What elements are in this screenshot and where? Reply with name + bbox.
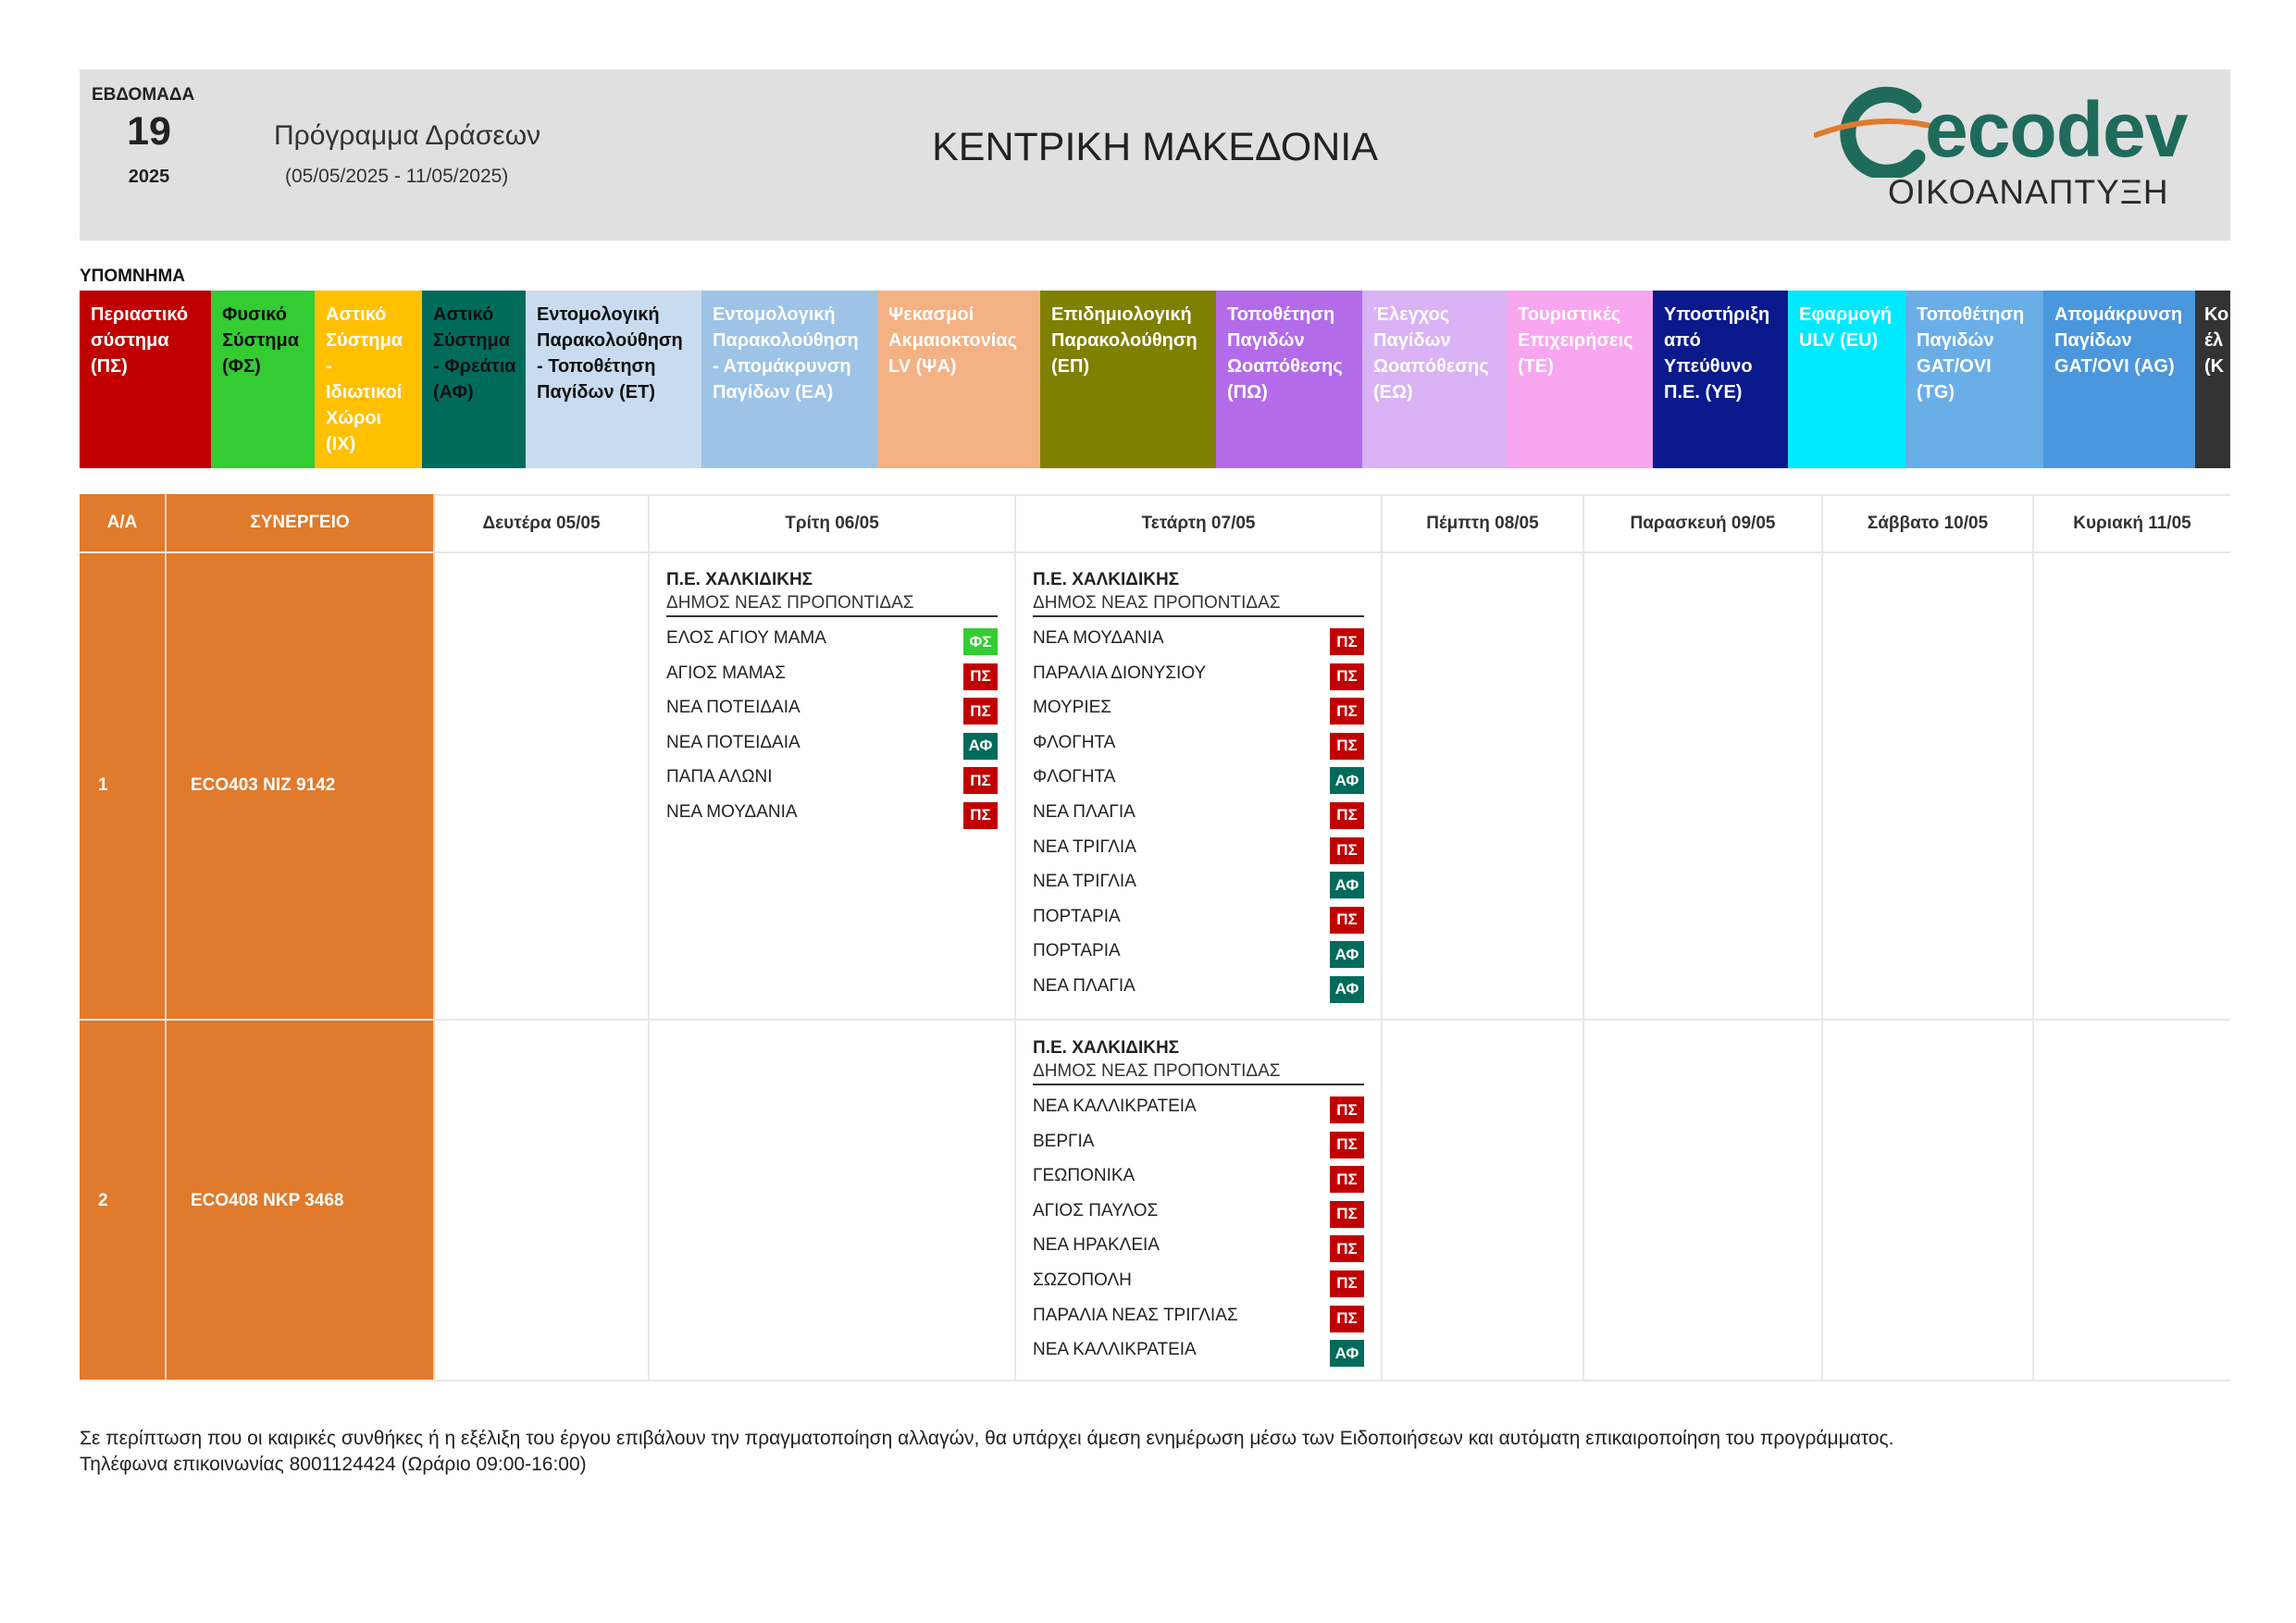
activity-badge: ΠΣ [1330,1166,1364,1193]
legend-label: Τουριστικές Επιχειρήσεις (ΤΕ) [1518,304,1633,377]
list-item [666,652,998,688]
site-name: ΒΕΡΓΙΑ [1033,1131,1095,1151]
legend-item-cut [2195,291,2230,468]
cell-tuesday [650,1021,1016,1381]
legend-item-po [1216,291,1362,468]
activity-badge: ΑΦ [1330,767,1364,794]
footer-phone: Τηλέφωνα επικοινωνίας 8001124424 (Ωράριο 09:00-16:00) [80,1454,587,1475]
col-header-tuesday: Τρίτη 06/05 [650,494,1016,551]
col-header-thursday: Πέμπτη 08/05 [1383,494,1584,551]
program-title: Πρόγραμμα Δράσεων [274,120,541,151]
cell-friday [1584,553,1823,1020]
logo-wordmark: ecodev [1925,86,2188,173]
list-item [1033,826,1364,861]
legend-item-ea [701,291,877,468]
list-item [1033,1259,1364,1295]
legend-item-af [422,291,526,468]
list-item [1033,687,1364,722]
site-name: ΝΕΑ ΠΛΑΓΙΑ [1033,801,1136,822]
row-number: 1 [98,775,108,795]
activity-badge: ΦΣ [963,628,998,655]
list-item [666,687,998,722]
legend-label: Τοποθέτηση Παγιδών Ωοαπόθεσης (ΠΩ) [1227,304,1343,403]
legend-item-et [526,291,701,468]
legend-label: Έλεγχος Παγίδων Ωοαπόθεσης (ΕΩ) [1373,304,1489,403]
list-item [1033,1295,1364,1330]
col-header-wednesday: Τετάρτη 07/05 [1016,494,1383,551]
list-item [1033,896,1364,931]
legend-label: Περιαστικό σύστημα (ΠΣ) [91,304,189,377]
legend-label: Αστικό Σύστημα - Φρεάτια (ΑΦ) [433,304,516,403]
activity-badge: ΠΣ [963,802,998,829]
row-divider [80,1380,2230,1381]
activity-badge: ΑΦ [1330,941,1364,968]
legend-label: Τοποθέτηση Παγιδών GAT/OVI (TG) [1917,304,2025,403]
activity-badge: ΠΣ [1330,1096,1364,1123]
site-name: ΓΕΩΠΟΝΙΚΑ [1033,1166,1136,1186]
legend-label: Κο έλ (Κ [2204,304,2229,377]
activity-badge: ΑΦ [1330,872,1364,898]
site-name: ΝΕΑ ΜΟΥΔΑΝΙΑ [1033,628,1164,648]
site-name: ΦΛΟΓΗΤΑ [1033,767,1116,787]
legend-item-psa [877,291,1040,468]
site-name: ΠΑΡΑΛΙΑ ΔΙΟΝΥΣΙΟΥ [1033,663,1207,683]
footer-note: Σε περίπτωση που οι καιρικές συνθήκες ή η εξέλιξη του έργου επιβάλουν την πραγματοποίηση αλλαγών, θα υπάρχει άμεση ενημέρωση μέσω των Ειδοποιήσεων και αυτόματη επικαιροποίηση του προγράμματος. [80,1428,1894,1449]
cell-aa [80,1021,167,1381]
pe-title: Π.Ε. ΧΑΛΚΙΔΙΚΗΣ [1033,1038,1180,1058]
list-item [1033,617,1364,652]
legend-item-ye [1653,291,1788,468]
site-name: ΦΛΟΓΗΤΑ [1033,732,1116,752]
list-item [1033,965,1364,1000]
site-name: ΣΩΖΟΠΟΛΗ [1033,1270,1132,1290]
site-name: ΑΓΙΟΣ ΜΑΜΑΣ [666,663,786,683]
activity-badge: ΑΦ [1330,1340,1364,1367]
ecodev-logo-icon [1814,85,1934,178]
cell-thursday [1383,553,1584,1020]
dept-block [1033,1038,1364,1364]
cell-aa [80,553,167,1020]
cell-sunday [2034,553,2230,1020]
legend-title: ΥΠΟΜΝΗΜΑ [80,266,185,286]
dept-block [1033,570,1364,1000]
row-number: 2 [98,1191,108,1210]
legend-item-eo [1362,291,1507,468]
activity-badge: ΠΣ [1330,837,1364,864]
legend-item-ep [1040,291,1216,468]
list-item [1033,1155,1364,1190]
list-item [1033,861,1364,896]
crew-id: ECO408 NKP 3468 [191,1191,344,1210]
legend [80,291,2230,468]
list-item [1033,1121,1364,1156]
site-name: ΝΕΑ ΠΟΤΕΙΔΑΙΑ [666,732,800,752]
list-item [1033,756,1364,791]
legend-label: Επιδημιολογική Παρακολούθηση (ΕΠ) [1051,304,1198,377]
activity-badge: ΠΣ [1330,628,1364,655]
site-name: ΝΕΑ ΜΟΥΔΑΝΙΑ [666,801,798,822]
cell-wednesday [1016,553,1383,1020]
site-name: ΠΑΠΑ ΑΛΩΝΙ [666,767,773,787]
cell-sunday [2034,1021,2230,1381]
table-row [80,553,2230,1020]
legend-item-ps [80,291,211,468]
list-item [1033,722,1364,757]
legend-label: Αστικό Σύστημα - Ιδιωτικοί Χώροι (ΙΧ) [326,304,403,454]
site-name: ΕΛΟΣ ΑΓΙΟΥ ΜΑΜΑ [666,628,826,648]
activity-badge: ΑΦ [963,733,998,760]
list-item [1033,1329,1364,1364]
site-name: ΠΟΡΤΑΡΙΑ [1033,941,1121,961]
activity-badge: ΠΣ [1330,1306,1364,1332]
table-row [80,1021,2230,1381]
list-item [1033,791,1364,826]
week-year: 2025 [128,167,170,187]
week-number: 19 [127,109,171,154]
col-header-sunday: Κυριακή 11/05 [2034,494,2230,551]
col-header-crew: ΣΥΝΕΡΓΕΙΟ [167,494,435,551]
site-name: ΝΕΑ ΚΑΛΛΙΚΡΑΤΕΙΑ [1033,1340,1197,1360]
legend-label: Εντομολογική Παρακολούθηση - Τοποθέτηση Παγίδων (ΕΤ) [537,304,683,403]
site-name: ΠΟΡΤΑΡΙΑ [1033,906,1121,926]
page-header [80,69,2230,241]
activity-badge: ΠΣ [1330,733,1364,760]
list-item [1033,930,1364,965]
cell-crew [167,553,435,1020]
col-header-aa: Α/Α [80,494,167,551]
week-label: ΕΒΔΟΜΑΔΑ [92,85,195,105]
list-item [1033,1190,1364,1225]
pe-title: Π.Ε. ΧΑΛΚΙΔΙΚΗΣ [1033,570,1180,589]
legend-item-eu [1788,291,1905,468]
cell-saturday [1823,1021,2034,1381]
activity-badge: ΠΣ [963,767,998,794]
site-name: ΝΕΑ ΤΡΙΓΛΙΑ [1033,872,1136,892]
legend-label: Φυσικό Σύστημα (ΦΣ) [222,304,299,377]
list-item [666,756,998,791]
ecodev-logo [1814,85,2203,224]
cell-crew [167,1021,435,1381]
list-item [1033,1085,1364,1121]
site-name: ΝΕΑ ΠΛΑΓΙΑ [1033,975,1136,996]
legend-item-tg [1905,291,2043,468]
cell-monday [435,553,650,1020]
col-header-friday: Παρασκευή 09/05 [1584,494,1823,551]
col-header-saturday: Σάββατο 10/05 [1823,494,2034,551]
legend-label: Υποστήριξη από Υπεύθυνο Π.Ε. (ΥΕ) [1664,304,1770,403]
site-name: ΜΟΥΡΙΕΣ [1033,698,1112,718]
legend-item-ix [315,291,422,468]
activity-badge: ΠΣ [1330,698,1364,725]
dept-block [666,570,998,826]
cell-tuesday [650,553,1016,1020]
crew-id: ECO403 NIZ 9142 [191,775,336,795]
site-name: ΝΕΑ ΗΡΑΚΛΕΙΑ [1033,1235,1160,1256]
dimos-title: ΔΗΜΟΣ ΝΕΑΣ ΠΡΟΠΟΝΤΙΔΑΣ [1033,593,1364,617]
activity-badge: ΠΣ [1330,663,1364,690]
activity-badge: ΠΣ [963,698,998,725]
activity-badge: ΠΣ [1330,1235,1364,1262]
program-dates: (05/05/2025 - 11/05/2025) [285,166,509,187]
cell-thursday [1383,1021,1584,1381]
activity-badge: ΠΣ [1330,802,1364,829]
col-header-monday: Δευτέρα 05/05 [435,494,650,551]
site-name: ΝΕΑ ΚΑΛΛΙΚΡΑΤΕΙΑ [1033,1096,1197,1116]
legend-label: Απομάκρυνση Παγίδων GAT/OVI (AG) [2054,304,2183,377]
list-item [666,617,998,652]
legend-label: Ψεκασμοί Ακμαιοκτονίας LV (ΨΑ) [888,304,1018,377]
site-name: ΑΓΙΟΣ ΠΑΥΛΟΣ [1033,1200,1159,1220]
activity-badge: ΠΣ [1330,1270,1364,1297]
list-item [1033,652,1364,688]
legend-item-fs [211,291,315,468]
legend-item-te [1507,291,1653,468]
list-item [1033,1224,1364,1259]
cell-saturday [1823,553,2034,1020]
cell-friday [1584,1021,1823,1381]
cell-wednesday [1016,1021,1383,1381]
activity-badge: ΑΦ [1330,976,1364,1003]
legend-label: Εντομολογική Παρακολούθηση - Απομάκρυνση Παγίδων (ΕΑ) [713,304,859,403]
activity-badge: ΠΣ [963,663,998,690]
site-name: ΝΕΑ ΤΡΙΓΛΙΑ [1033,836,1136,857]
logo-subtitle: ΟΙΚΟΑΝΑΠΤΥΞΗ [1888,173,2169,211]
cell-monday [435,1021,650,1381]
legend-item-ag [2043,291,2195,468]
activity-badge: ΠΣ [1330,1201,1364,1228]
schedule-table-header [80,494,2230,551]
activity-badge: ΠΣ [1330,907,1364,934]
activity-badge: ΠΣ [1330,1132,1364,1158]
list-item [666,791,998,826]
site-name: ΠΑΡΑΛΙΑ ΝΕΑΣ ΤΡΙΓΛΙΑΣ [1033,1305,1238,1325]
site-name: ΝΕΑ ΠΟΤΕΙΔΑΙΑ [666,698,800,718]
region-title: ΚΕΝΤΡΙΚΗ ΜΑΚΕΔΟΝΙΑ [932,125,1378,169]
dimos-title: ΔΗΜΟΣ ΝΕΑΣ ΠΡΟΠΟΝΤΙΔΑΣ [666,593,998,617]
dimos-title: ΔΗΜΟΣ ΝΕΑΣ ΠΡΟΠΟΝΤΙΔΑΣ [1033,1061,1364,1085]
pe-title: Π.Ε. ΧΑΛΚΙΔΙΚΗΣ [666,570,813,589]
list-item [666,722,998,757]
legend-label: Εφαρμογή ULV (EU) [1799,304,1893,351]
